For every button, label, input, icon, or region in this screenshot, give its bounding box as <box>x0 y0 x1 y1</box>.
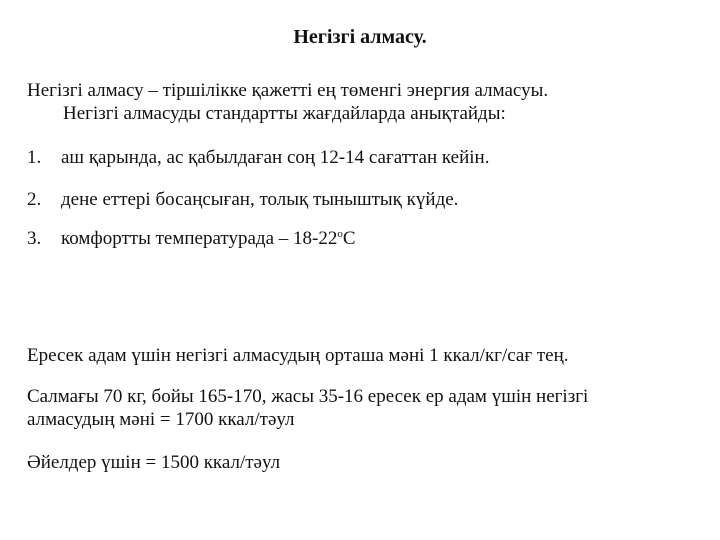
male-example-paragraph <box>27 385 588 431</box>
female-value-text: Әйелдер үшін = 1500 ккал/тәул <box>27 452 281 473</box>
list-item <box>27 188 458 211</box>
list-text: комфортты температурада – 18-22 <box>61 228 338 249</box>
unit-text: С <box>342 228 356 249</box>
adult-average-text: Ересек адам үшін негізгі алмасудың орташа мәні 1 ккал/кг/сағ тең. <box>27 345 569 366</box>
male-example-line-2: алмасудың мәні = 1700 ккал/тәул <box>27 409 295 430</box>
slide-title: Негізгі алмасу. <box>293 26 427 48</box>
list-number: 1. <box>27 147 42 168</box>
list-item <box>27 146 489 169</box>
intro-line-1: Негізгі алмасу – тіршілікке қажетті ең төменгі энергия алмасуы. <box>27 80 549 101</box>
list-text: дене еттері босаңсыған, толық тыныштық күйде. <box>61 189 459 210</box>
list-text: аш қарында, ас қабылдаған соң 12-14 сағаттан кейін. <box>61 147 490 168</box>
intro-paragraph <box>27 79 548 125</box>
list-number: 3. <box>27 228 42 249</box>
list-number: 2. <box>27 189 42 210</box>
intro-line-2: Негізгі алмасуды стандартты жағдайларда анықтайды: <box>63 103 506 124</box>
male-example-line-1: Салмағы 70 кг, бойы 165-170, жасы 35-16 ересек ер адам үшін негізгі <box>27 386 589 407</box>
list-item <box>27 227 356 250</box>
degree-superscript: о <box>337 228 343 240</box>
